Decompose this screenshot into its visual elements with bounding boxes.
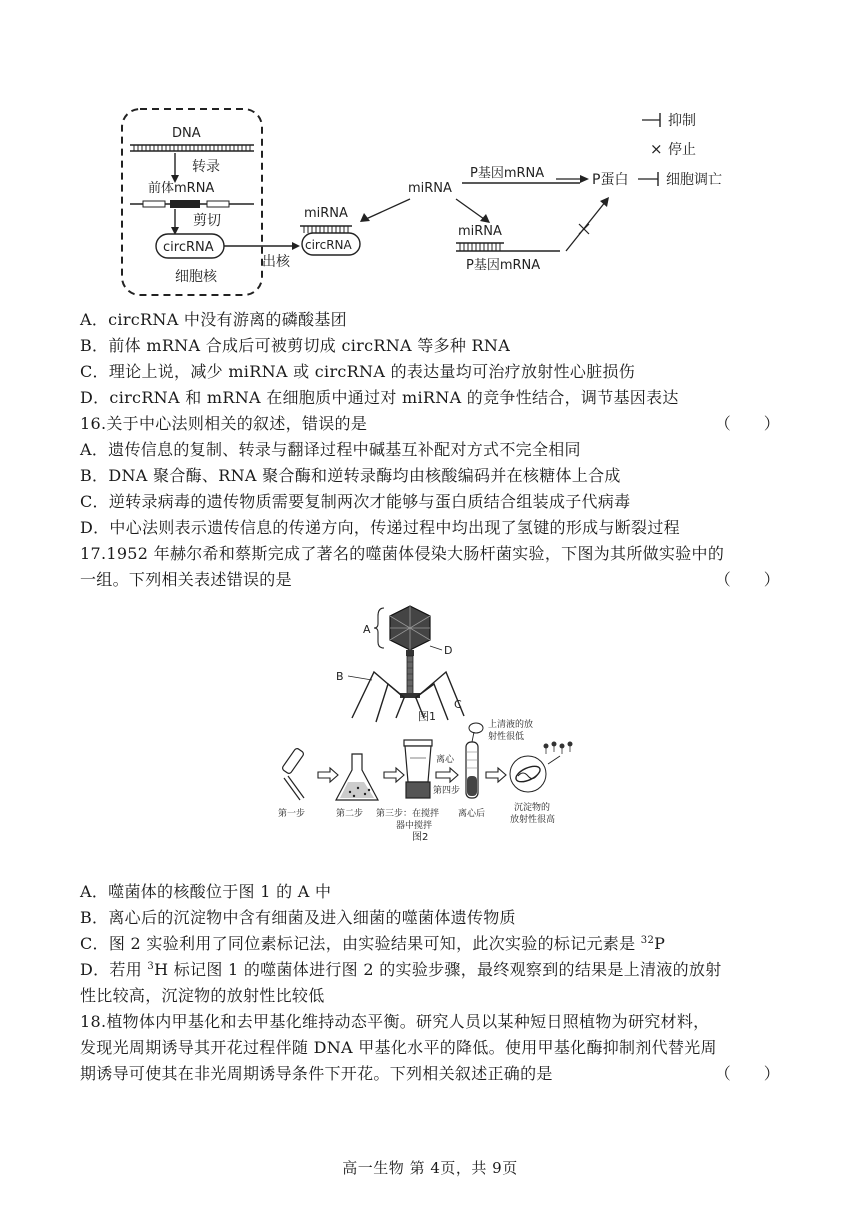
figure-1-caption: 图1 (418, 710, 436, 723)
supernatant-label-2: 射性很低 (488, 732, 525, 742)
q16-option-d: D．中心法则表示遗传信息的传递方向，传递过程中均出现了氢键的形成与断裂过程 (80, 518, 680, 537)
answer-bracket: （ ） (714, 1064, 780, 1083)
phage-cluster-icon (544, 742, 573, 755)
q17-option-d-sup: 3 (147, 961, 155, 972)
nucleus-label: 细胞核 (175, 269, 217, 285)
q17-stem-text: 一组。下列相关表述错误的是 (80, 570, 292, 589)
q16-stem-text: 16.关于中心法则相关的叙述，错误的是 (80, 414, 368, 433)
q15-option-d: D．circRNA 和 mRNA 在细胞质中通过对 miRNA 的竞争性结合，调节基因表达 (80, 388, 679, 407)
q16-option-b: B．DNA 聚合酶、RNA 聚合酶和逆转录酶均由核酸编码并在核糖体上合成 (80, 466, 621, 485)
mirna-lower-label: miRNA (458, 224, 502, 239)
q17-option-d-line2: 性比较高，沉淀物的放射性比较低 (80, 986, 325, 1005)
q18-stem-line2: 发现光周期诱导其开花过程伴随 DNA 甲基化水平的降低。使用甲基化酶抑制剂代替光周 (80, 1038, 717, 1057)
q18-stem-line3 (80, 1062, 780, 1086)
q16-option-a: A．遗传信息的复制、转录与翻译过程中碱基互补配对方式不完全相同 (80, 440, 581, 459)
q16-stem (80, 412, 780, 436)
q17-stem-line2 (80, 568, 780, 592)
experiment-figure-2 (270, 718, 590, 848)
q17-option-b: B．离心后的沉淀物中含有细菌及进入细菌的噬菌体遗传物质 (80, 908, 516, 927)
step2-label: 第二步 (336, 809, 364, 819)
p-protein-label: P蛋白 (592, 172, 629, 188)
splice-label: 剪切 (193, 213, 221, 229)
legend-stop-label: 停止 (668, 142, 696, 158)
q17-option-d (80, 958, 780, 985)
q17-option-c-sup: 32 (640, 935, 655, 946)
q17-stem-line1: 17.1952 年赫尔希和蔡斯完成了著名的噬菌体侵染大肠杆菌实验，下图为其所做实验中的 (80, 544, 725, 563)
p-gene-mrna-lower-label: P基因mRNA (466, 258, 541, 273)
step3-label-2: 器中搅拌 (396, 821, 433, 831)
circrna-label: circRNA (163, 240, 214, 255)
q16-option-c: C．逆转录病毒的遗传物质需要复制两次才能够与蛋白质结合组装成子代病毒 (80, 492, 631, 511)
q15-option-b: B．前体 mRNA 合成后可被剪切成 circRNA 等多种 RNA (80, 336, 511, 355)
pre-mrna-strand (130, 200, 254, 208)
complex-mirna-label: miRNA (304, 206, 348, 221)
dropper-icon (281, 747, 304, 800)
pre-mrna-label: 前体mRNA (148, 181, 215, 196)
phage-tail (407, 656, 413, 694)
q18-stem-line1: 18.植物体内甲基化和去甲基化维持动态平衡。研究人员以某种短日照植物为研究材料， (80, 1012, 710, 1031)
label-b: B (336, 670, 344, 683)
apoptosis-label: 细胞调亡 (666, 172, 722, 188)
step4-label: 第四步 (433, 786, 461, 796)
precipitate-label-2: 放射性很高 (510, 815, 556, 825)
step-arrow (486, 768, 506, 782)
mirna-center-label: miRNA (408, 181, 452, 196)
export-label: 出核 (262, 254, 290, 270)
q17-option-d-text: H 标记图 1 的噬菌体进行图 2 的实验步骤，最终观察到的结果是上清液的放射 (154, 960, 722, 979)
q17-option-c-end: P (654, 934, 666, 953)
q15-option-a: A．circRNA 中没有游离的磷酸基团 (80, 310, 347, 329)
q17-option-c (80, 932, 780, 959)
phage-figure-1 (330, 600, 530, 730)
precipitate-label-1: 沉淀物的 (514, 803, 551, 813)
legend-stop-mark: × (650, 140, 663, 158)
dna-label: DNA (172, 126, 201, 141)
complex-circrna-label: circRNA (305, 238, 352, 252)
answer-bracket: （ ） (714, 570, 780, 589)
step-arrow (384, 768, 404, 782)
page-footer: 高一生物 第 4页，共 9页 (342, 1159, 518, 1177)
blender-icon (404, 740, 432, 798)
q17-option-d-pre: D．若用 (80, 960, 148, 979)
flask-icon (336, 754, 378, 800)
tube-icon (466, 742, 478, 798)
step1-label: 第一步 (278, 809, 306, 819)
dna-strand (130, 145, 254, 151)
step3-label-1: 第三步：在搅拌 (376, 809, 440, 819)
q15-option-c: C．理论上说，减少 miRNA 或 circRNA 的表达量均可治疗放射性心脏损伤 (80, 362, 636, 381)
q18-stem-text: 期诱导可使其在非光周期诱导条件下开花。下列相关叙述正确的是 (80, 1064, 553, 1083)
step-arrow (318, 768, 338, 782)
figure-2-caption: 图2 (412, 832, 429, 843)
answer-bracket: （ ） (714, 414, 780, 433)
legend-inhibit-label: 抑制 (668, 113, 696, 129)
label-c: C (454, 698, 462, 711)
step-arrow (436, 768, 458, 782)
supernatant-label-1: 上清液的放 (488, 720, 534, 730)
label-a: A (363, 623, 371, 636)
transcription-label: 转录 (192, 159, 220, 175)
q17-option-c-text: C．图 2 实验利用了同位素标记法，由实验结果可知，此次实验的标记元素是 (80, 934, 641, 953)
bacterium-icon (510, 756, 546, 792)
after-centrifuge-label: 离心后 (458, 809, 486, 819)
centrifuge-label: 离心 (436, 755, 455, 765)
q17-option-a: A．噬菌体的核酸位于图 1 的 A 中 (80, 882, 332, 901)
p-gene-mrna-label: P基因mRNA (470, 166, 545, 181)
label-d: D (444, 644, 453, 657)
